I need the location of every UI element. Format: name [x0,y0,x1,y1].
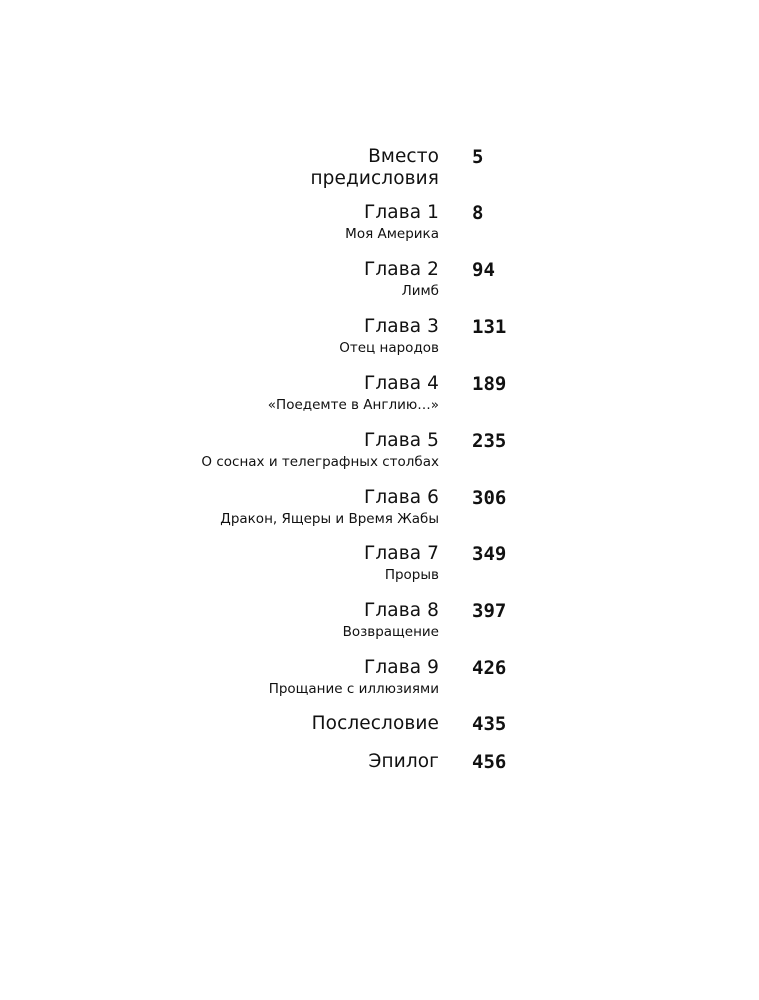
entry-page-number: 435 [472,713,507,735]
entry-title: Глава 8 [363,600,439,621]
entry-subtitle: Моя Америка [345,226,439,242]
entry-title: Послесловие [311,713,439,734]
entry-page-number: 131 [472,316,507,338]
entry-title: Глава 1 [363,202,439,223]
entry-title: Глава 9 [363,657,439,678]
entry-page-number: 94 [472,259,495,281]
entry-title: Эпилог [368,751,439,772]
entry-page-number: 456 [472,751,507,773]
entry-subtitle: Прощание с иллюзиями [268,681,439,697]
entry-subtitle: Возвращение [342,624,439,640]
entry-subtitle: Отец народов [339,340,439,356]
entry-title: Глава 3 [363,316,439,337]
entry-subtitle: Прорыв [384,567,439,583]
entry-title: Глава 2 [363,259,439,280]
entry-title: Глава 5 [363,430,439,451]
entry-page-number: 8 [472,202,484,224]
entry-page-number: 306 [472,487,507,509]
entry-title: Глава 7 [363,543,439,564]
entry-title: Глава 4 [363,373,439,394]
entry-page-number: 189 [472,373,507,395]
entry-page-number: 5 [472,146,484,168]
entry-subtitle: Лимб [401,283,439,299]
entry-page-number: 397 [472,600,507,622]
entry-title: Вместо предисловия [310,146,439,189]
entry-subtitle: О соснах и телеграфных столбах [201,454,439,470]
entry-title: Глава 6 [363,487,439,508]
entry-subtitle: «Поедемте в Англию…» [267,397,439,413]
entry-page-number: 426 [472,657,507,679]
entry-page-number: 349 [472,543,507,565]
entry-page-number: 235 [472,430,507,452]
entry-subtitle: Дракон, Ящеры и Время Жабы [220,511,439,527]
